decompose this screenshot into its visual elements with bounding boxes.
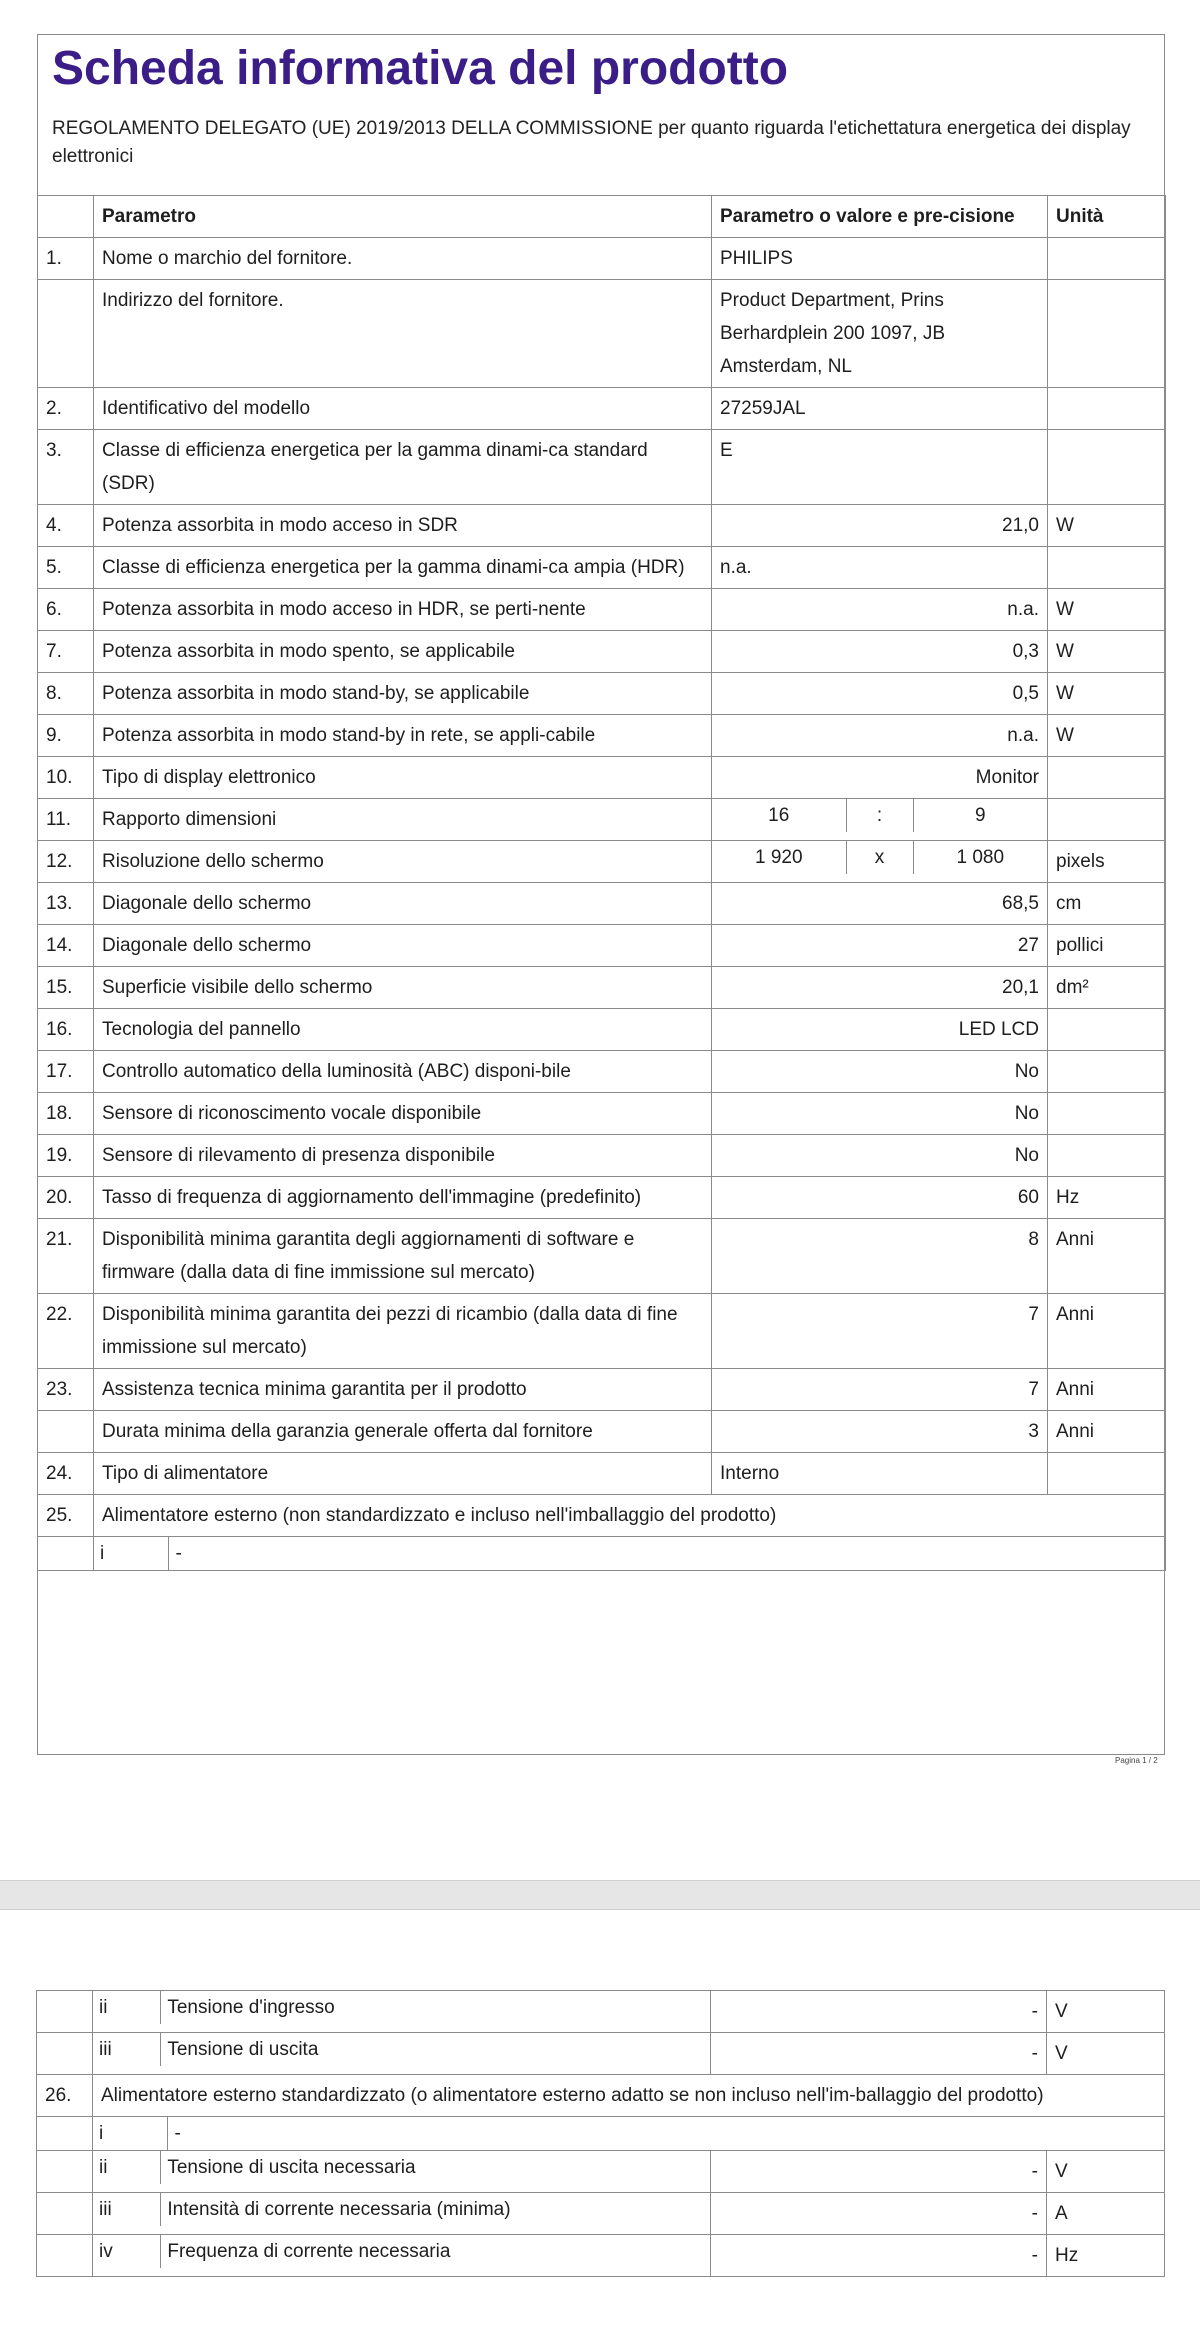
table-row	[38, 631, 1166, 673]
row-parameter: Risoluzione dello schermo	[94, 841, 712, 883]
header-num-cell	[38, 196, 94, 238]
row-parameter: Alimentatore esterno (non standardizzato e incluso nell'imballaggio del prodotto)	[94, 1495, 1166, 1537]
table-row	[38, 1009, 1166, 1051]
table-row	[37, 2151, 1165, 2193]
row-parameter: Potenza assorbita in modo acceso in SDR	[94, 505, 712, 547]
row-parameter: Tecnologia del pannello	[94, 1009, 712, 1051]
sub-roman: ii	[99, 1997, 108, 2018]
sub-parameter	[93, 2235, 711, 2277]
row-parameter: Classe di efficienza energetica per la gamma dinami-ca ampia (HDR)	[94, 547, 712, 589]
row-number: 13.	[38, 883, 94, 925]
row-value: Product Department, Prins Berhardplein 200 1097, JB Amsterdam, NL	[712, 280, 1048, 388]
row-unit: Anni	[1048, 1219, 1166, 1294]
row-parameter: Tipo di alimentatore	[94, 1453, 712, 1495]
row-parameter: Diagonale dello schermo	[94, 883, 712, 925]
sub-label: Tensione di uscita necessaria	[161, 2151, 710, 2184]
product-info-table-continued	[36, 1990, 1165, 2277]
row-number	[37, 2033, 93, 2075]
row-unit	[1048, 1009, 1166, 1051]
row-value: n.a.	[712, 589, 1048, 631]
row-number: 15.	[38, 967, 94, 1009]
table-row	[38, 1051, 1166, 1093]
row-number: 9.	[38, 715, 94, 757]
row-value: E	[712, 430, 1048, 505]
row-unit: dm²	[1048, 967, 1166, 1009]
row-value: 27259JAL	[712, 388, 1048, 430]
row-value: 7	[712, 1369, 1048, 1411]
row-parameter: Tasso di frequenza di aggiornamento dell'immagine (predefinito)	[94, 1177, 712, 1219]
split-value	[712, 799, 1047, 832]
row-number	[38, 1411, 94, 1453]
sub-row-cell	[93, 2117, 1165, 2151]
row-unit: W	[1048, 631, 1166, 673]
regulation-subtitle: REGOLAMENTO DELEGATO (UE) 2019/2013 DELLA COMMISSIONE per quanto riguarda l'etichettatura energetica dei display elettronici	[52, 118, 1131, 167]
row-parameter: Diagonale dello schermo	[94, 925, 712, 967]
row-number: 26.	[37, 2075, 93, 2117]
row-number: 7.	[38, 631, 94, 673]
value-separator: :	[846, 799, 913, 832]
value-a: 1 920	[754, 847, 803, 868]
row-unit	[1048, 1093, 1166, 1135]
row-unit: W	[1048, 589, 1166, 631]
row-unit: W	[1048, 505, 1166, 547]
table-row	[38, 388, 1166, 430]
sub-parameter	[93, 2193, 711, 2235]
row-number: 10.	[38, 757, 94, 799]
row-parameter: Potenza assorbita in modo stand-by, se applicabile	[94, 673, 712, 715]
sub-param-inner	[93, 1991, 710, 2024]
row-value: 8	[712, 1219, 1048, 1294]
row-unit: cm	[1048, 883, 1166, 925]
value-b: 9	[913, 799, 1047, 832]
row-unit	[1048, 280, 1166, 388]
sub-row-inner	[94, 1537, 1165, 1570]
split-value	[712, 841, 1047, 874]
row-unit	[1048, 430, 1166, 505]
row-parameter: Superficie visibile dello schermo	[94, 967, 712, 1009]
row-value: n.a.	[712, 715, 1048, 757]
row-number	[37, 2151, 93, 2193]
standard-supply-row	[37, 2075, 1165, 2117]
page-2	[37, 1990, 1165, 2300]
row-parameter: Sensore di riconoscimento vocale disponibile	[94, 1093, 712, 1135]
row-value: PHILIPS	[712, 238, 1048, 280]
row-value: -	[711, 2235, 1047, 2277]
header-unit-cell: Unità	[1048, 196, 1166, 238]
row-parameter: Indirizzo del fornitore.	[94, 280, 712, 388]
value-a: 16	[768, 805, 790, 826]
row-number	[37, 2235, 93, 2277]
power-supply-type-row	[38, 1453, 1166, 1495]
row-unit	[1048, 238, 1166, 280]
row-unit	[1048, 1051, 1166, 1093]
row-value: 7	[712, 1294, 1048, 1369]
row-parameter: Potenza assorbita in modo acceso in HDR, se perti-nente	[94, 589, 712, 631]
sub-label: -	[168, 2117, 1164, 2150]
sub-param-inner	[93, 2193, 710, 2226]
row-value: No	[712, 1051, 1048, 1093]
row-number: 16.	[38, 1009, 94, 1051]
row-parameter: Nome o marchio del fornitore.	[94, 238, 712, 280]
table-row	[38, 925, 1166, 967]
sub-roman: i	[99, 2123, 104, 2144]
row-number: 11.	[38, 799, 94, 841]
row-unit	[1048, 547, 1166, 589]
row-value-split	[712, 841, 1048, 883]
sub-roman: iii	[99, 2039, 112, 2060]
table-row	[37, 2193, 1165, 2235]
row-parameter: Disponibilità minima garantita dei pezzi di ricambio (dalla data di fine immissione sul mercato)	[94, 1294, 712, 1369]
row-unit	[1048, 388, 1166, 430]
row-number: 8.	[38, 673, 94, 715]
table-row	[38, 1369, 1166, 1411]
table-row	[38, 883, 1166, 925]
sub-roman: iii	[99, 2199, 112, 2220]
table-row	[38, 1411, 1166, 1453]
header-param-cell: Parametro	[94, 196, 712, 238]
row-unit: V	[1047, 2151, 1165, 2193]
row-unit	[1048, 1135, 1166, 1177]
sub-label: Intensità di corrente necessaria (minima)	[161, 2193, 710, 2226]
sub-parameter	[93, 1991, 711, 2033]
row-value: 27	[712, 925, 1048, 967]
row-value: n.a.	[712, 547, 1048, 589]
row-unit	[1048, 757, 1166, 799]
table-row	[38, 1093, 1166, 1135]
row-number	[38, 280, 94, 388]
table-row	[38, 238, 1166, 280]
row-number	[38, 1537, 94, 1571]
row-number: 18.	[38, 1093, 94, 1135]
row-value: 20,1	[712, 967, 1048, 1009]
table-row	[38, 1294, 1166, 1369]
page-1	[37, 34, 1165, 1755]
page-separator	[0, 1880, 1200, 1910]
table-row	[38, 673, 1166, 715]
row-number: 4.	[38, 505, 94, 547]
row-unit: V	[1047, 1991, 1165, 2033]
row-number	[37, 2193, 93, 2235]
value-b: 1 080	[913, 841, 1047, 874]
row-parameter: Disponibilità minima garantita degli aggiornamenti di software e firmware (dalla data di fine immissione sul mercato)	[94, 1219, 712, 1294]
table-row	[38, 547, 1166, 589]
sub-param-inner	[93, 2033, 710, 2066]
table-row	[38, 589, 1166, 631]
row-number: 25.	[38, 1495, 94, 1537]
sub-parameter	[93, 2033, 711, 2075]
sub-parameter	[93, 2151, 711, 2193]
row-number: 3.	[38, 430, 94, 505]
row-parameter: Durata minima della garanzia generale offerta dal fornitore	[94, 1411, 712, 1453]
row-value: Monitor	[712, 757, 1048, 799]
row-number: 12.	[38, 841, 94, 883]
row-number: 24.	[38, 1453, 94, 1495]
aspect-ratio-row	[38, 799, 1166, 841]
row-number: 21.	[38, 1219, 94, 1294]
table-row	[38, 757, 1166, 799]
row-number: 22.	[38, 1294, 94, 1369]
table-row	[38, 715, 1166, 757]
page-number: Pagina 1 / 2	[1115, 1756, 1158, 1765]
row-value: 0,3	[712, 631, 1048, 673]
row-value: Interno	[712, 1453, 1048, 1495]
table-row	[37, 2235, 1165, 2277]
row-value: 0,5	[712, 673, 1048, 715]
row-number: 19.	[38, 1135, 94, 1177]
row-number: 17.	[38, 1051, 94, 1093]
sub-param-inner	[93, 2235, 710, 2268]
sub-param-inner	[93, 2151, 710, 2184]
table-row	[38, 280, 1166, 388]
row-unit: Anni	[1048, 1369, 1166, 1411]
row-number: 2.	[38, 388, 94, 430]
row-value: -	[711, 2193, 1047, 2235]
table-row	[38, 505, 1166, 547]
value-separator: x	[846, 841, 913, 874]
row-unit: pollici	[1048, 925, 1166, 967]
row-parameter: Rapporto dimensioni	[94, 799, 712, 841]
row-parameter: Assistenza tecnica minima garantita per il prodotto	[94, 1369, 712, 1411]
row-number: 1.	[38, 238, 94, 280]
table-row	[38, 1135, 1166, 1177]
row-value: -	[711, 1991, 1047, 2033]
row-unit: V	[1047, 2033, 1165, 2075]
row-parameter: Classe di efficienza energetica per la gamma dinami-ca standard (SDR)	[94, 430, 712, 505]
row-number: 6.	[38, 589, 94, 631]
row-unit: W	[1048, 715, 1166, 757]
row-unit: pixels	[1048, 841, 1166, 883]
row-parameter: Sensore di rilevamento di presenza disponibile	[94, 1135, 712, 1177]
row-parameter: Potenza assorbita in modo spento, se applicabile	[94, 631, 712, 673]
row-parameter: Controllo automatico della luminosità (ABC) disponi-bile	[94, 1051, 712, 1093]
row-number: 20.	[38, 1177, 94, 1219]
row-unit: Hz	[1048, 1177, 1166, 1219]
row-value: 21,0	[712, 505, 1048, 547]
header-value-cell: Parametro o valore e pre-cisione	[712, 196, 1048, 238]
row-unit	[1048, 1453, 1166, 1495]
row-number: 5.	[38, 547, 94, 589]
table-row	[38, 430, 1166, 505]
row-value: -	[711, 2033, 1047, 2075]
row-unit: Anni	[1048, 1294, 1166, 1369]
row-parameter: Identificativo del modello	[94, 388, 712, 430]
product-info-table	[37, 195, 1166, 1571]
row-value: 60	[712, 1177, 1048, 1219]
row-unit: Hz	[1047, 2235, 1165, 2277]
table-row	[38, 967, 1166, 1009]
standard-supply-sub-row	[37, 2117, 1165, 2151]
row-value: LED LCD	[712, 1009, 1048, 1051]
table-row	[38, 1219, 1166, 1294]
row-unit: Anni	[1048, 1411, 1166, 1453]
row-number	[37, 1991, 93, 2033]
table-row	[37, 1991, 1165, 2033]
sub-label: -	[169, 1537, 1165, 1570]
row-value-split	[712, 799, 1048, 841]
sub-roman: ii	[99, 2157, 108, 2178]
external-supply-sub-row	[38, 1537, 1166, 1571]
sub-row-inner	[93, 2117, 1164, 2150]
table-row	[37, 2033, 1165, 2075]
external-supply-row	[38, 1495, 1166, 1537]
sub-label: Tensione di uscita	[161, 2033, 710, 2066]
row-parameter: Tipo di display elettronico	[94, 757, 712, 799]
sub-label: Frequenza di corrente necessaria	[161, 2235, 710, 2268]
row-unit: W	[1048, 673, 1166, 715]
sub-roman: i	[100, 1543, 105, 1564]
page-title: Scheda informativa del prodotto	[52, 42, 789, 95]
row-value: No	[712, 1093, 1048, 1135]
row-unit	[1048, 799, 1166, 841]
resolution-row	[38, 841, 1166, 883]
sub-roman: iv	[99, 2241, 113, 2262]
row-value: 68,5	[712, 883, 1048, 925]
row-unit: A	[1047, 2193, 1165, 2235]
row-number: 23.	[38, 1369, 94, 1411]
row-parameter: Alimentatore esterno standardizzato (o alimentatore esterno adatto se non incluso nell'im-ballaggio del prodotto)	[93, 2075, 1165, 2117]
header-row	[38, 196, 1166, 238]
row-value: -	[711, 2151, 1047, 2193]
sub-label: Tensione d'ingresso	[161, 1991, 710, 2024]
row-number	[37, 2117, 93, 2151]
row-number: 14.	[38, 925, 94, 967]
row-parameter: Potenza assorbita in modo stand-by in rete, se appli-cabile	[94, 715, 712, 757]
sub-row-cell	[94, 1537, 1166, 1571]
row-value: 3	[712, 1411, 1048, 1453]
table-row	[38, 1177, 1166, 1219]
row-value: No	[712, 1135, 1048, 1177]
